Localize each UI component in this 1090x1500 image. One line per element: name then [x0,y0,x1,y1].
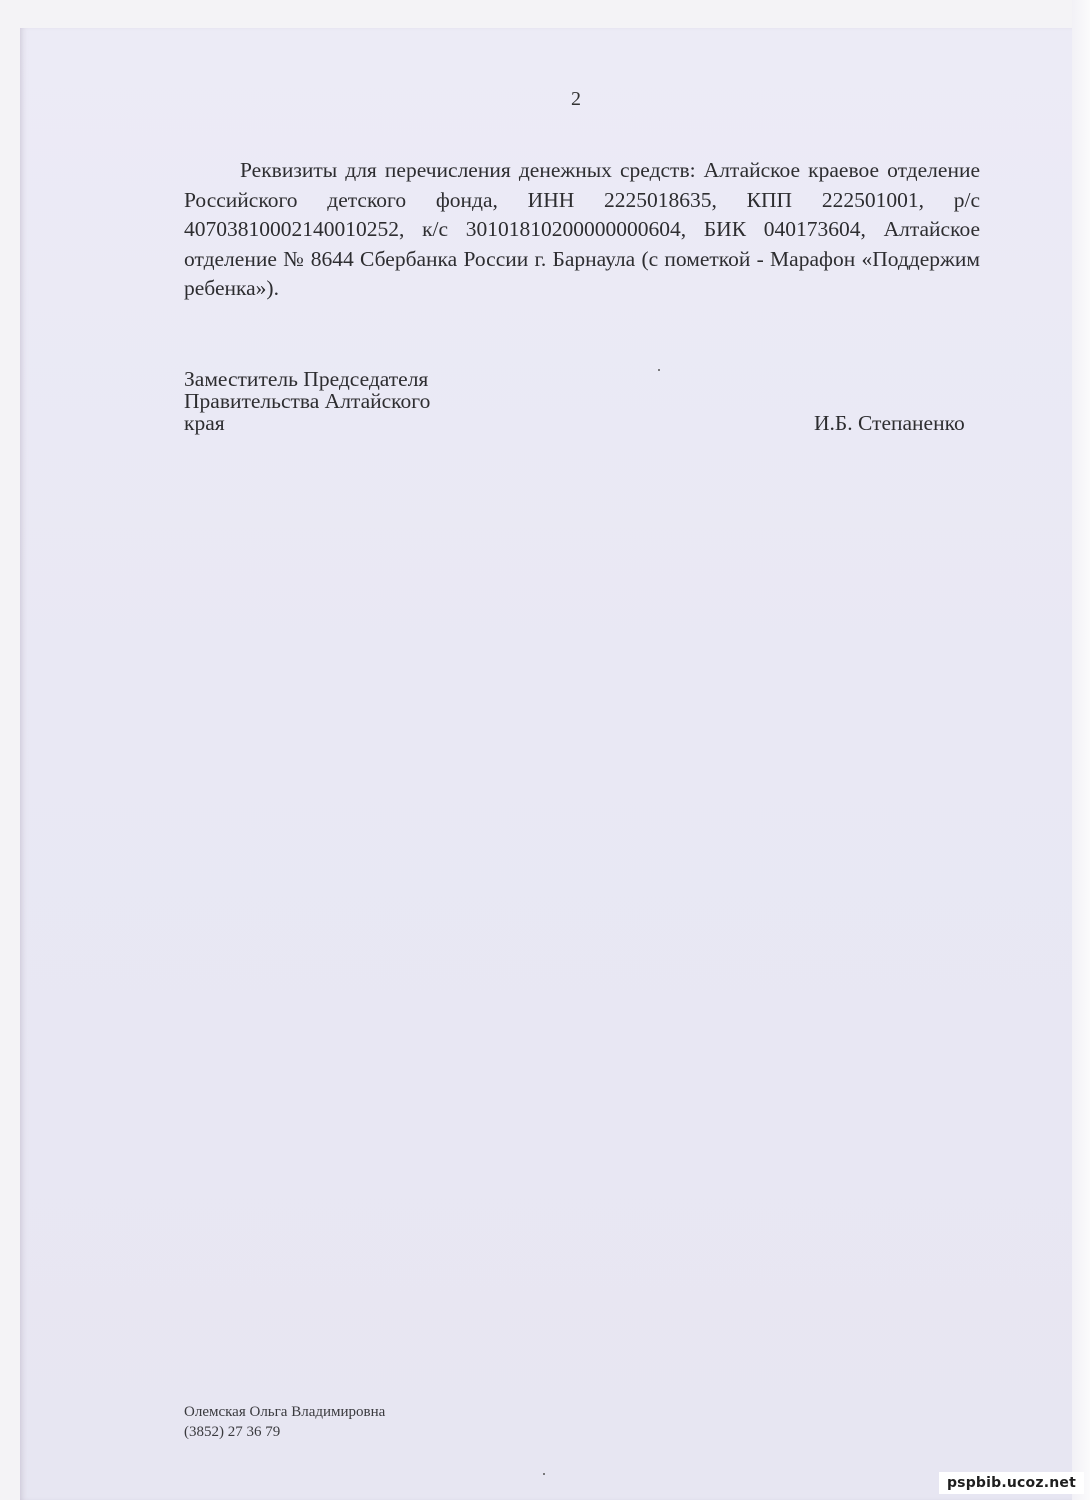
page-number: 2 [571,88,581,110]
signatory-title-line: края [184,411,225,435]
signatory-title-line: Правительства Алтайского [184,389,431,413]
scan-speck [543,1473,545,1475]
executor-phone: (3852) 27 36 79 [184,1424,281,1440]
executor-block [184,1402,385,1442]
signatory-name: И.Б. Степаненко [814,411,965,435]
signatory-title-line: Заместитель Председателя [184,367,429,391]
scan-speck [658,369,660,371]
scan-edge [1072,0,1090,1500]
watermark-label: pspbib.ucoz.net [939,1472,1084,1494]
payment-details-paragraph: Реквизиты для перечисления денежных средств: Алтайское краевое отделение Российского детского фонда, ИНН 2225018635, КПП 222501001, р/с 40703810002140010252, к/с 30101810200000000604, БИК 040173604, Алтайское отделение № 8644 Сбербанка России г. Барнаула (с пометкой - Марафон «Поддержим ребенка»). [184,158,980,300]
executor-name: Олемская Ольга Владимировна [184,1404,386,1420]
signatory-title [184,368,430,434]
